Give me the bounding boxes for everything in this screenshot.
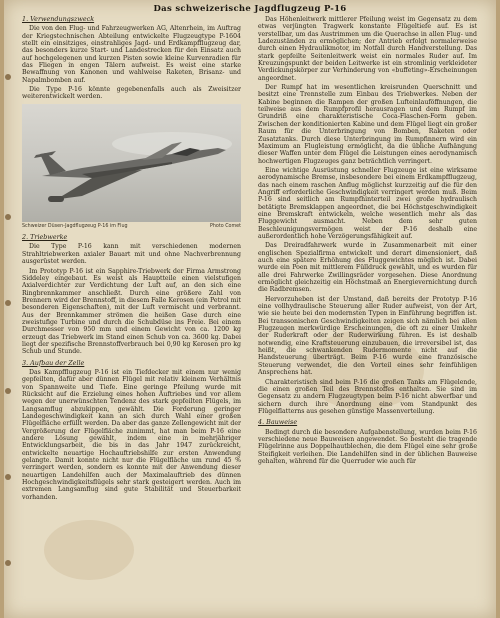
- paragraph: Das Höhenleitwerk mittlerer Pfeilung weist im Gegensatz zu dem etwas verjüngten Tragwerk konstante Flügeltiefe auf. Es ist verstellbar, um das Austrimmen um die Querachse in allen Flug- und Ladezuständen zu ermöglichen; der Antrieb erfolgt normalerweise durch einen Hydraulikmotor, im Notfall durch Handverstellung. Das stark gepfeilte Seitenleitwerk weist ein normales Ruder auf. Im Kreuzungspunkt der beiden Leitwerke ist ein stromlinig verkleideter Verdickungskörper zur Verhinderung von «buffeting»-Erscheinungen angeordnet.: [258, 16, 477, 82]
- aircraft-photo: [22, 104, 241, 222]
- page-title: Das schweizerische Jagdflugzeug P-16: [153, 4, 347, 14]
- section-heading-verwendungszweck: 1. Verwendungszweck: [22, 16, 95, 23]
- paragraph: Bedingt durch die besondere Aufgabenstellung, wurden beim P-16 verschiedene neue Bauweisen angewendet. So besteht die tragende Flügelrinne aus Doppelhautblechen, die dem Flügel eine sehr große Steifigkeit verleihen. Die Landehilfen sind in der üblichen Bauweise gehalten, während für die Querruder wie auch für: [258, 428, 477, 465]
- paragraph: Das Kampfflugzeug P-16 ist ein Tiefdecker mit einem nur wenig gepfeilten, dafür aber dünnen Flügel mit relativ kleinem Verhältnis von Spannweite und Tiefe. Eine geringe Pfeilung wurde mit Rücksicht auf die Erzielung eines hohen Auftriebes und vor allem wegen der unerwünschten Tendenz des stark gepfeilten Flügels, im Langsamflug abzukippen, gewählt. Die Forderung geringer Landegeschwindigkeit kann an sich durch Wahl einer großen Flügelfläche erfüllt werden. Da aber das ganze Zellengewicht mit der Vergrößerung der Flügelfläche zunimmt, hat man beim P-16 eine andere Lösung gewählt, indem eine in mehrjähriger Entwicklungsarbeit, die bis in das Jahr 1947 zurückreicht, entwickelte neuartige Hochauftriebshilfe zur ersten Anwendung gelangte. Damit konnte nicht nur die Flügelfläche um rund 45 % verringert werden, sondern es konnte mit der Anwendung dieser neuartigen Landehilfen auch der Maximalauftrieb des dünnen Hochgeschwindigkeitsflügels sehr stark gesteigert werden. Auch im extremen Langsamflug sind gute Stabilität und Steuerbarkeit vorhanden.: [22, 368, 241, 501]
- paragraph: Charakteristisch sind beim P-16 die großen Tanks am Flügelende, die einen großen Teil des Brennstoffes enthalten. Sie sind im Gegensatz zu andern Flugzeugtypen beim P-16 nicht abwerfbar und sichern durch ihre Anordnung eine vom Standpunkt des Flügelflatterns aus gesehen günstige Massenverteilung.: [258, 378, 477, 415]
- binder-holes: [4, 0, 14, 618]
- paragraph: Eine wichtige Ausrüstung schneller Flugzeuge ist eine wirksame aerodynamische Bremse, insbesondere bei einem Erdkampfflugzeug, das nach einem raschen Anflug möglichst kurzzeitig auf die für den Angriff erforderliche Geschwindigkeit verringert werden muß. Beim P-16 sind seitlich am Rumpfhinterteil zwei große hydraulisch betätigte Bremsklappen angeordnet, die bei Höchstgeschwindigkeit eine Bremskraft entwickeln, welche wesentlich mehr als das Fluggewicht ausmacht. Neben dem sehr guten Beschleunigungsvermögen weist der P-16 deshalb eine außerordentlich hohe Verzögerungsfähigkeit auf.: [258, 166, 477, 240]
- caption-text: Schweizer Düsen-Jagdflugzeug P-16 im Flug: [22, 223, 128, 229]
- paragraph: Die Type P-16 kann mit verschiedenen modernen Strahltriebwerken axialer Bauart mit und ohne Nachverbrennung ausgerüstet werden.: [22, 243, 241, 266]
- section-heading-bauweise: 4. Bauweise: [258, 418, 298, 427]
- paragraph: Die Type P-16 könnte gegebenenfalls auch als Zweisitzer weiterentwickelt werden.: [22, 86, 241, 101]
- paragraph: Hervorzuheben ist der Umstand, daß bereits der Prototyp P-16 eine vollhydraulische Steuerung aller Ruder aufweist, von der Art, wie sie heute bei den modernsten Typen in Einführung begriffen ist. Bei transsonischen Geschwindigkeiten zeigen sich nämlich bei allen Flugzeugen merkwürdige Erscheinungen, die oft zu einer Umkehr der Ruderkraft oder der Ruderwirkung führen. Es ist deshalb notwendig, eine Kraftsteuerung einzubauen, die irreversibel ist, das heißt, die schwankenden Rudermomente nicht auf die Handsteuerung überträgt. Beim P-16 wurde eine französische Steuerung verwendet, die den Vorteil eines sehr feinfühligen Ansprechens hat.: [258, 295, 477, 377]
- jet-aircraft-illustration: [22, 104, 241, 222]
- paragraph: Das Dreiradfahrwerk wurde in Zusammenarbeit mit einer englischen Spezialfirma entwickelt und derart dimensioniert, daß auch eine spätere Erhöhung des Fluggewichtes möglich ist. Dabei wurde ein Poen mit mittlerem Fülldruck gewählt, und es wurden für alle drei Fahrwerke Zwillingsräder vorgesehen. Diese Anordnung ermöglicht gleichzeitig ein Höchstmaß an Energievernichtung durch die Radbremsen.: [258, 242, 477, 294]
- photo-credit: Photo Comet: [210, 223, 241, 229]
- paragraph: Im Prototyp P-16 ist ein Sapphire-Triebwerk der Firma Armstrong Siddeley eingebaut. Es weist als Hauptteile einen vielstufigen Axialverdichter zur Verdichtung der Luft auf, an den sich eine Ringbrennkammer anschließt. Durch eine größere Zahl von Brennern wird der Brennstoff, in diesem Falle Kerosen (ein Petrol mit besonderen Eigenschaften), mit der Luft vermischt und verbrannt. Aus der Brennkammer strömen die heißen Gase durch eine zweistufige Turbine und durch die Schubdüse ins Freie. Bei einem Durchmesser von 950 mm und einem Gewicht von ca. 1200 kg erzeugt das Triebwerk im Stand einen Schub von ca. 3600 kg. Dabei liegt der spezifische Brennstoffverbrauch bei 0,90 kg Kerosen pro kg Schub und Stunde.: [22, 267, 241, 356]
- paragraph: Der Rumpf hat im wesentlichen kreisrunden Querschnitt und besitzt eine Trennstelle zum Einbau des Triebwerkes. Neben der Kabine beginnen die Rampen der großen Lufteinlauföffnungen, die teilweise aus dem Rumpfprofil herausragen und dem Rumpf im Grundriß eine charakteristische Coca-Flaschen-Form geben. Zwischen der konditionierten Kabine und dem Flügel liegt ein großer Raum für die Unterbringung von Bomben, Raketen oder Zusatztanks. Durch diese Unterbringung im Rumpfinnern wird ein Maximum an Flugleistung ermöglicht, da die übliche Aufhängung dieser Waffen unter dem Flügel die Leistungen eines aerodynamisch hochwertigen Flugzeuges ganz beträchtlich verringert.: [258, 84, 477, 165]
- document-page: [4, 0, 496, 618]
- photo-caption: [22, 223, 241, 230]
- section-heading-triebwerke: 2. Triebwerke: [22, 233, 68, 242]
- left-column: [22, 16, 241, 614]
- right-column: [258, 16, 477, 614]
- paragraph: Die von den Flug- und Fahrzeugwerken AG, Altenrhein, im Auftrag der Kriegstechnischen Abteilung entwickelte Flugzeugtype P-1604 stellt ein einsitziges, einstrahliges Jagd- und Erdkampfflugzeug dar, das besonders kurze Start- und Landestrecken für den Einsatz auch auf hochgelegenen und kurzen Pisten sowie kleine Kurvenradien für das Fliegen in engen Tälern aufweist. Es weist eine starke Bewaffnung von Kanonen und wahlweise Raketen, Brisanz- und Napalmbomben auf.: [22, 25, 241, 84]
- section-heading-aufbau-der-zelle: 3. Aufbau der Zelle: [22, 358, 85, 367]
